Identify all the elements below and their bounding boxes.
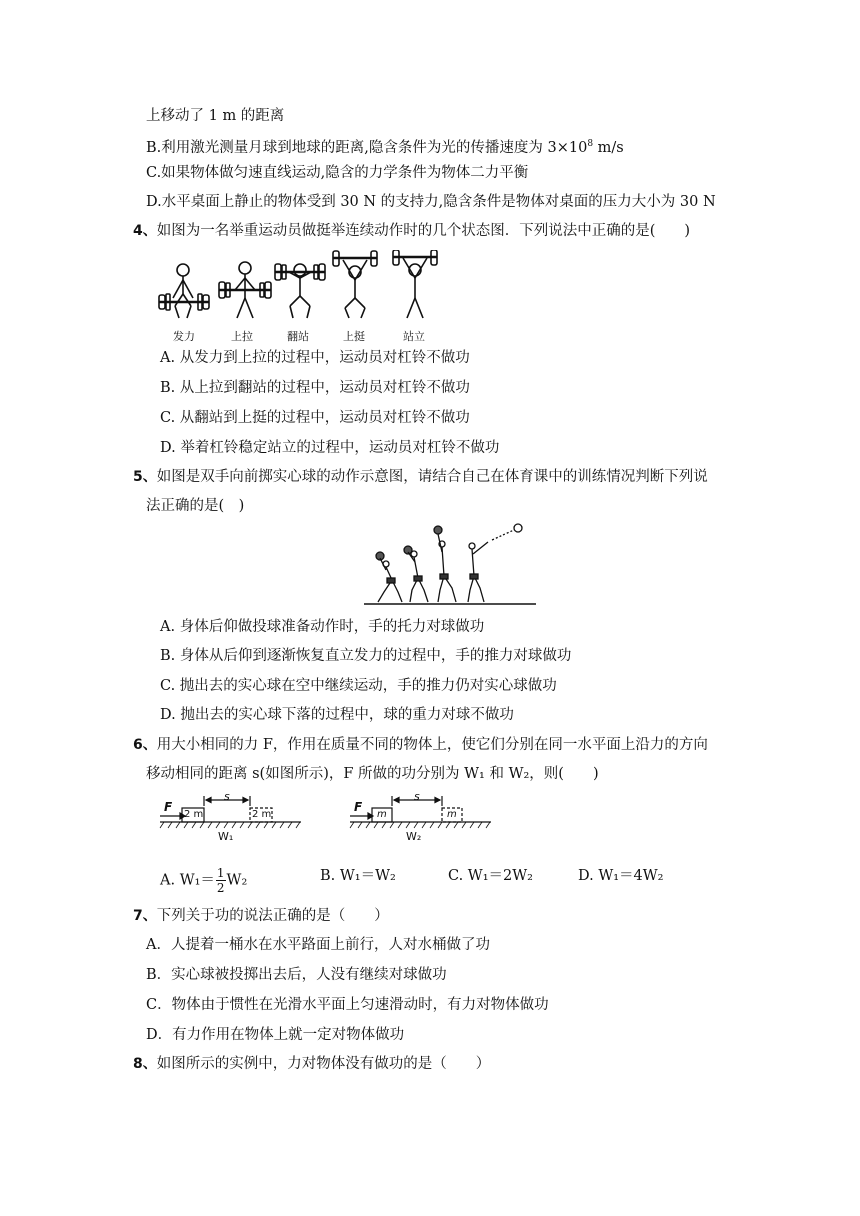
q5-option-d: D. 抛出去的实心球下落的过程中，球的重力对球不做功 (160, 707, 514, 723)
q6-option-b: B. W₁＝W₂ (320, 868, 396, 884)
box-label-right-end: m (447, 809, 457, 820)
weightlifting-stick-figures (155, 250, 455, 325)
box-label-left-end: 2 m (252, 809, 272, 820)
q6-number: 6、 (133, 737, 157, 753)
caption-fali: 发力 (173, 330, 195, 343)
work-label-w1: W₁ (218, 830, 234, 843)
q6-option-d: D. W₁＝4W₂ (578, 868, 664, 884)
caption-shangla: 上拉 (231, 330, 253, 343)
q7-stem-text: 下列关于功的说法正确的是（ ） (156, 908, 389, 924)
force-label-right: F (354, 800, 363, 814)
q6-fraction (216, 866, 226, 895)
q3-continuation: 上移动了 1 m 的距离 (146, 108, 285, 124)
caption-shangting: 上挺 (343, 330, 365, 343)
q5-option-b: B. 身体从后仰到逐渐恢复直立发力的过程中，手的推力对球做功 (160, 648, 572, 664)
q6-stem-text: 用大小相同的力 F，作用在质量不同的物体上，使它们分别在同一水平面上沿力的方向 (156, 737, 708, 753)
q7-option-b: B．实心球被投掷出去后，人没有继续对球做功 (146, 967, 447, 983)
q6-stem-line2: 移动相同的距离 s(如图所示)，F 所做的功分别为 W₁ 和 W₂，则( ) (146, 766, 599, 782)
q8-number: 8、 (133, 1056, 157, 1072)
q7-option-c: C．物体由于惯性在光滑水平面上匀速滑动时，有力对物体做功 (146, 997, 549, 1013)
q6-option-a (160, 866, 247, 900)
q8-stem (133, 1054, 490, 1074)
q6-option-a-suffix: W₂ (226, 872, 248, 889)
q5-stem-text: 如图是双手向前掷实心球的动作示意图，请结合自己在体育课中的训练情况判断下列说 (156, 469, 708, 485)
weightlifting-figure (155, 250, 455, 350)
force-diagram-right (348, 792, 493, 848)
q7-stem (133, 906, 389, 926)
shot-throw-sequence (360, 518, 540, 610)
q7-option-a: A．人提着一桶水在水平路面上前行，人对水桶做了功 (146, 937, 490, 953)
distance-label-left: s (224, 790, 230, 803)
q3-option-d: D.水平桌面上静止的物体受到 30 N 的支持力,隐含条件是物体对桌面的压力大小为 30 N (146, 194, 716, 210)
q4-number: 4、 (133, 223, 157, 239)
q5-option-c: C. 抛出去的实心球在空中继续运动，手的推力仍对实心球做功 (160, 678, 557, 694)
q3-option-b (146, 134, 624, 158)
force-label-left: F (164, 800, 173, 814)
box-label-right-start: m (377, 809, 387, 820)
box-label-left-start: 2 m (184, 809, 204, 820)
q4-stem-text: 如图为一名举重运动员做挺举连续动作时的几个状态图．下列说法中正确的是( ) (156, 223, 691, 239)
q6-stem-line1 (133, 735, 708, 755)
q6-option-a-prefix: A. W₁＝ (160, 872, 215, 889)
q6-fraction-numerator: 1 (216, 866, 225, 880)
q3-option-b-unit: m/s (593, 139, 624, 156)
work-label-w2: W₂ (406, 830, 422, 843)
q4-stem (133, 221, 690, 241)
q7-number: 7、 (133, 908, 157, 924)
q7-option-d: D．有力作用在物体上就一定对物体做功 (146, 1027, 405, 1043)
q5-option-a: A. 身体后仰做投球准备动作时，手的托力对球做功 (160, 619, 485, 635)
q3-option-b-exponent: 8 (587, 139, 594, 149)
q4-option-a: A. 从发力到上拉的过程中，运动员对杠铃不做功 (160, 350, 470, 366)
q5-number: 5、 (133, 469, 157, 485)
shot-throw-figure (360, 518, 540, 610)
caption-zhanli: 站立 (403, 330, 425, 343)
q6-option-c: C. W₁＝2W₂ (448, 868, 533, 884)
q3-option-c: C.如果物体做匀速直线运动,隐含的力学条件为物体二力平衡 (146, 165, 529, 181)
q4-option-c: C. 从翻站到上挺的过程中，运动员对杠铃不做功 (160, 410, 470, 426)
q8-stem-text: 如图所示的实例中，力对物体没有做功的是（ ） (156, 1056, 491, 1072)
distance-label-right: s (414, 790, 420, 803)
q3-option-b-text: B.利用激光测量月球到地球的距离,隐含条件为光的传播速度为 3×10 (146, 139, 588, 156)
q6-fraction-denominator: 2 (216, 881, 225, 895)
q4-option-b: B. 从上拉到翻站的过程中，运动员对杠铃不做功 (160, 380, 470, 396)
force-diagram-left (158, 792, 303, 848)
q4-option-d: D. 举着杠铃稳定站立的过程中，运动员对杠铃不做功 (160, 440, 500, 456)
caption-fanzhan: 翻站 (287, 330, 309, 343)
q5-stem-line2: 法正确的是( ) (146, 498, 245, 514)
q5-stem-line1 (133, 467, 708, 487)
